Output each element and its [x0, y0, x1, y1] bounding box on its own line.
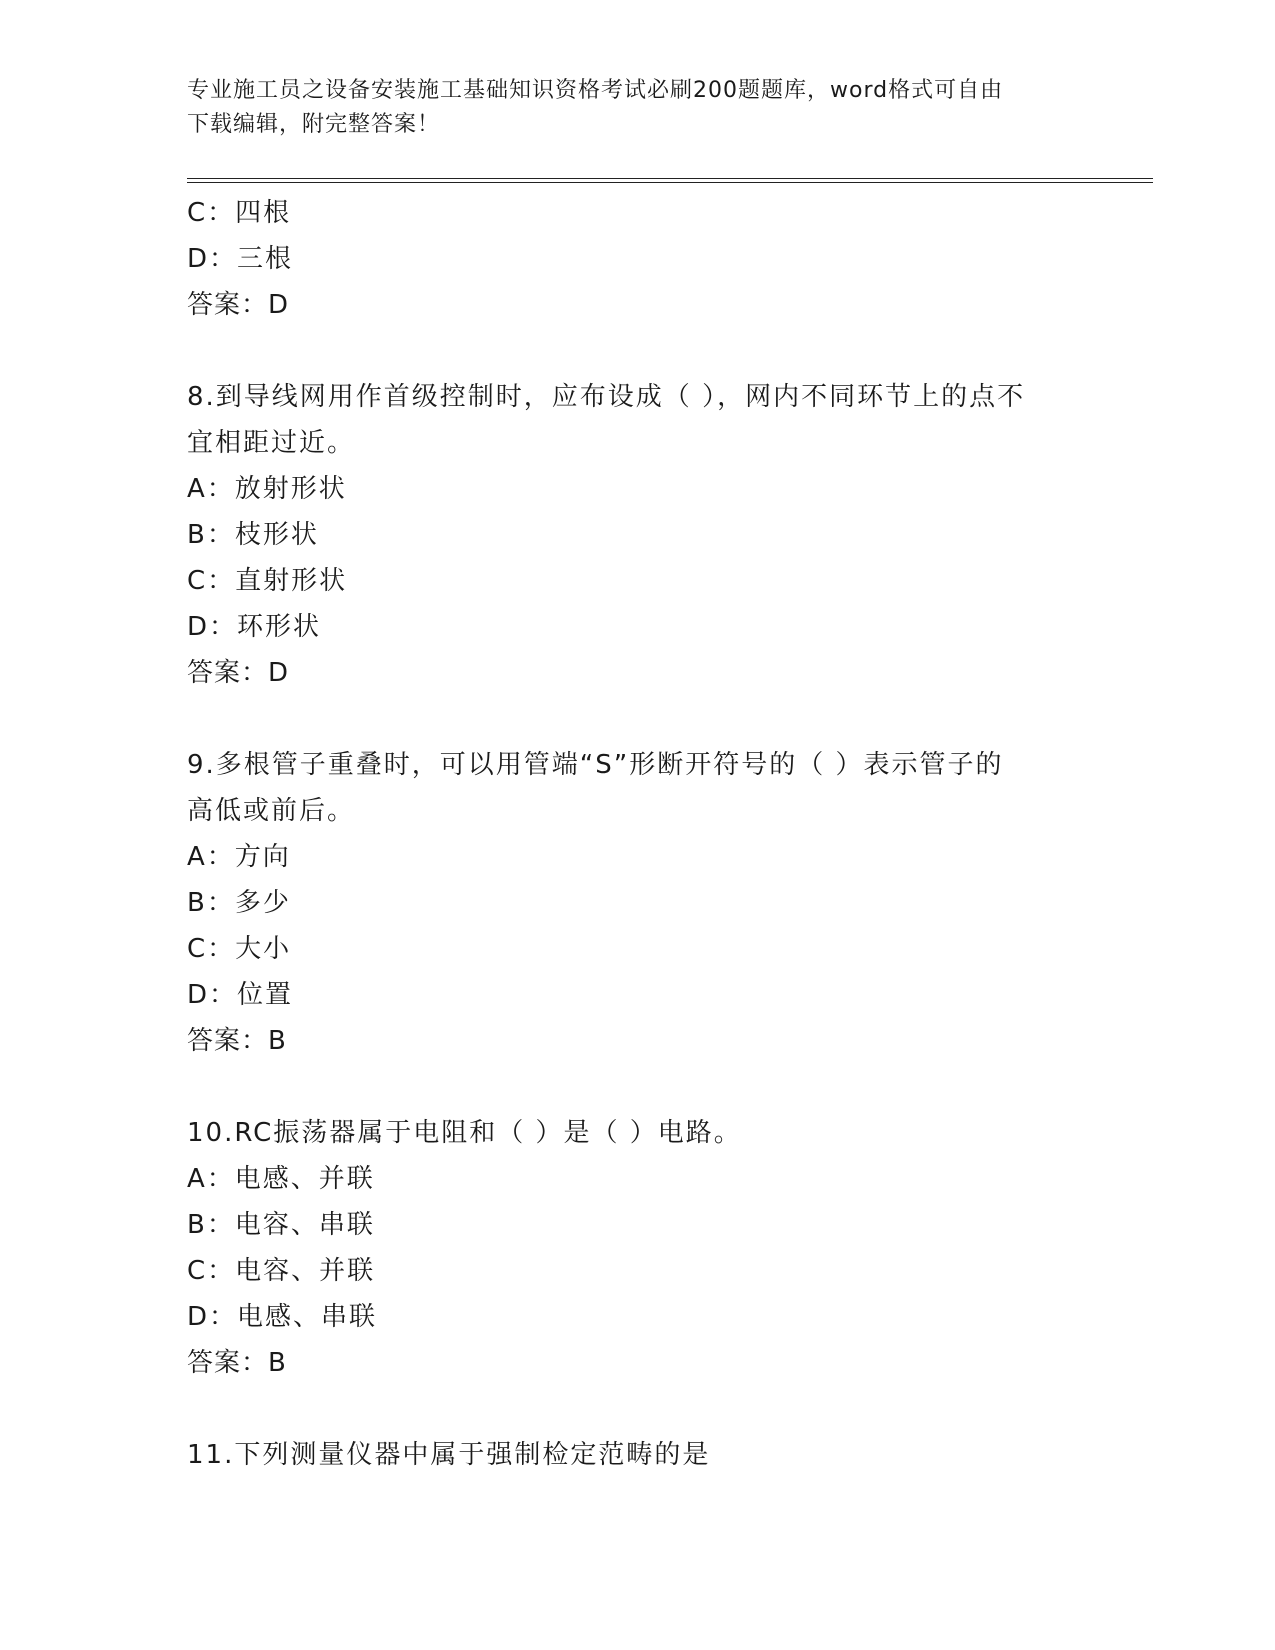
spacer: [187, 696, 1087, 742]
question-9: [187, 742, 1087, 1064]
option-d: D：电感、串联: [187, 1302, 378, 1332]
question-list: [187, 190, 1087, 1478]
option-c: C：大小: [187, 934, 292, 964]
header-line-1: 专业施工员之设备安装施工基础知识资格考试必刷200题题库，word格式可自由: [187, 78, 1004, 103]
question-stem: 10.RC振荡器属于电阻和（ ）是（ ）电路。: [187, 1118, 742, 1148]
answer-line: 答案：D: [187, 658, 290, 688]
question-8: [187, 374, 1087, 696]
answer-line: 答案：B: [187, 1348, 287, 1378]
answer-line: 答案：D: [187, 290, 290, 320]
option-d: D：环形状: [187, 612, 322, 642]
document-header: [187, 74, 1067, 142]
answer-line: 答案：B: [187, 1026, 287, 1056]
question-10: [187, 1110, 1087, 1386]
option-d: D：位置: [187, 980, 294, 1010]
spacer: [187, 328, 1087, 374]
option-b: B：电容、串联: [187, 1210, 375, 1240]
option-a: A：电感、并联: [187, 1164, 375, 1194]
spacer: [187, 1386, 1087, 1432]
question-stem: 11.下列测量仪器中属于强制检定范畴的是: [187, 1440, 711, 1470]
option-c: C：电容、并联: [187, 1256, 376, 1286]
question-stem: 8.到导线网用作首级控制时，应布设成（ ），网内不同环节上的点不: [187, 382, 1026, 412]
header-divider-top: [187, 178, 1153, 179]
previous-question-tail: [187, 190, 1087, 328]
spacer: [187, 1064, 1087, 1110]
question-stem-continued: 宜相距过近。: [187, 428, 356, 458]
header-divider-bottom: [187, 182, 1153, 183]
header-line-2: 下载编辑，附完整答案！: [187, 112, 441, 137]
question-11: [187, 1432, 1087, 1478]
option-b: B：多少: [187, 888, 291, 918]
option-a: A：方向: [187, 842, 291, 872]
question-stem: 9.多根管子重叠时，可以用管端“S”形断开符号的（ ）表示管子的: [187, 750, 1004, 780]
question-stem-continued: 高低或前后。: [187, 796, 356, 826]
option-c: C：直射形状: [187, 566, 348, 596]
option-a: A：放射形状: [187, 474, 347, 504]
option-d: D：三根: [187, 244, 294, 274]
option-b: B：枝形状: [187, 520, 319, 550]
option-c: C：四根: [187, 198, 292, 228]
